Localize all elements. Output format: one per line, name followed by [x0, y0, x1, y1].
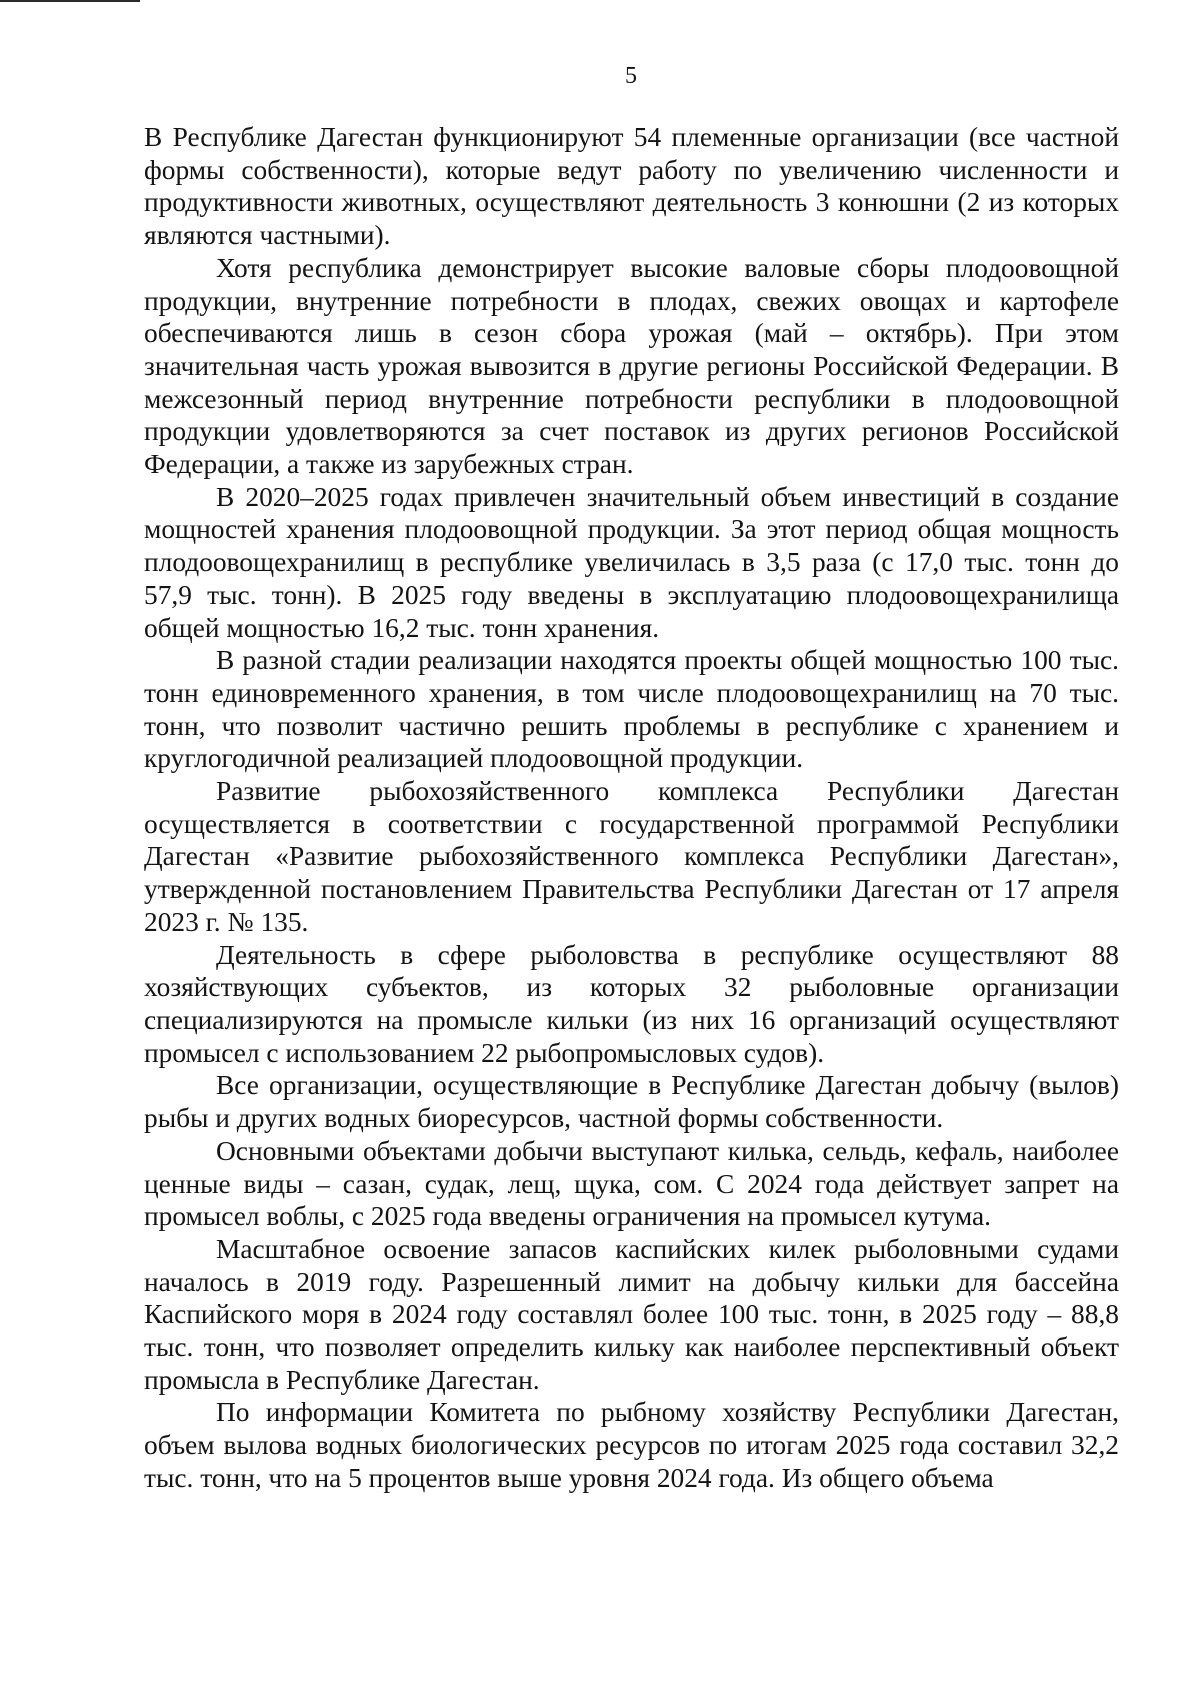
paragraph: В 2020–2025 годах привлечен значительный объем инвестиций в создание мощностей хранения плодоовощной продукции. За этот период общая мощность плодоовощехранилищ в республике увеличилась в 3,5 раза (с 17,0 тыс. тонн до 57,9 тыс. тонн). В 2025 году введены в эксплуатацию плодоовощехранилища общей мощностью 16,2 тыс. тонн хранения. — [144, 481, 1119, 643]
scan-edge-line — [0, 0, 140, 2]
paragraph: Деятельность в сфере рыболовства в республике осуществляют 88 хозяйствующих субъектов, из которых 32 рыболовные организации специализируются на промысле кильки (из них 16 организаций осуществляют промысел с использованием 22 рыбопромысловых судов). — [144, 939, 1119, 1068]
page-number: 5 — [625, 63, 637, 89]
paragraph: Масштабное освоение запасов каспийских килек рыболовными судами началось в 2019 году. Разрешенный лимит на добычу кильки для бассейна Каспийского моря в 2024 году составлял более 100 тыс. тонн, в 2025 году – 88,8 тыс. тонн, что позволяет определить кильку как наиболее перспективный объект промысла в Республике Дагестан. — [144, 1233, 1119, 1395]
paragraph: Основными объектами добычи выступают килька, сельдь, кефаль, наиболее ценные виды – сазан, судак, лещ, щука, сом. С 2024 года действует запрет на промысел воблы, с 2025 года введены ограничения на промысел кутума. — [144, 1135, 1119, 1232]
paragraph: Все организации, осуществляющие в Республике Дагестан добычу (вылов) рыбы и других водных биоресурсов, частной формы собственности. — [144, 1070, 1119, 1134]
document-body — [144, 121, 1119, 1495]
paragraph: Хотя республика демонстрирует высокие валовые сборы плодоовощной продукции, внутренние потребности в плодах, свежих овощах и картофеле обеспечиваются лишь в сезон сбора урожая (май – октябрь). При этом значительная часть урожая вывозится в другие регионы Российской Федерации. В межсезонный период внутренние потребности республики в плодоовощной продукции удовлетворяются за счет поставок из других регионов Российской Федерации, а также из зарубежных стран. — [144, 252, 1119, 480]
paragraph: По информации Комитета по рыбному хозяйству Республики Дагестан, объем вылова водных биологических ресурсов по итогам 2025 года составил 32,2 тыс. тонн, что на 5 процентов выше уровня 2024 года. Из общего объема — [144, 1397, 1119, 1493]
paragraph: В разной стадии реализации находятся проекты общей мощностью 100 тыс. тонн единовременного хранения, в том числе плодоовощехранилищ на 70 тыс. тонн, что позволит частично решить проблемы в республике с хранением и круглогодичной реализацией плодоовощной продукции. — [144, 645, 1119, 774]
paragraph: В Республике Дагестан функционируют 54 племенные организации (все частной формы собственности), которые ведут работу по увеличению численности и продуктивности животных, осуществляют деятельность 3 конюшни (2 из которых являются частными). — [144, 122, 1119, 251]
paragraph: Развитие рыбохозяйственного комплекса Республики Дагестан осуществляется в соответствии с государственной программой Республики Дагестан «Развитие рыбохозяйственного комплекса Республики Дагестан», утвержденной постановлением Правительства Республики Дагестан от 17 апреля 2023 г. № 135. — [144, 776, 1119, 937]
